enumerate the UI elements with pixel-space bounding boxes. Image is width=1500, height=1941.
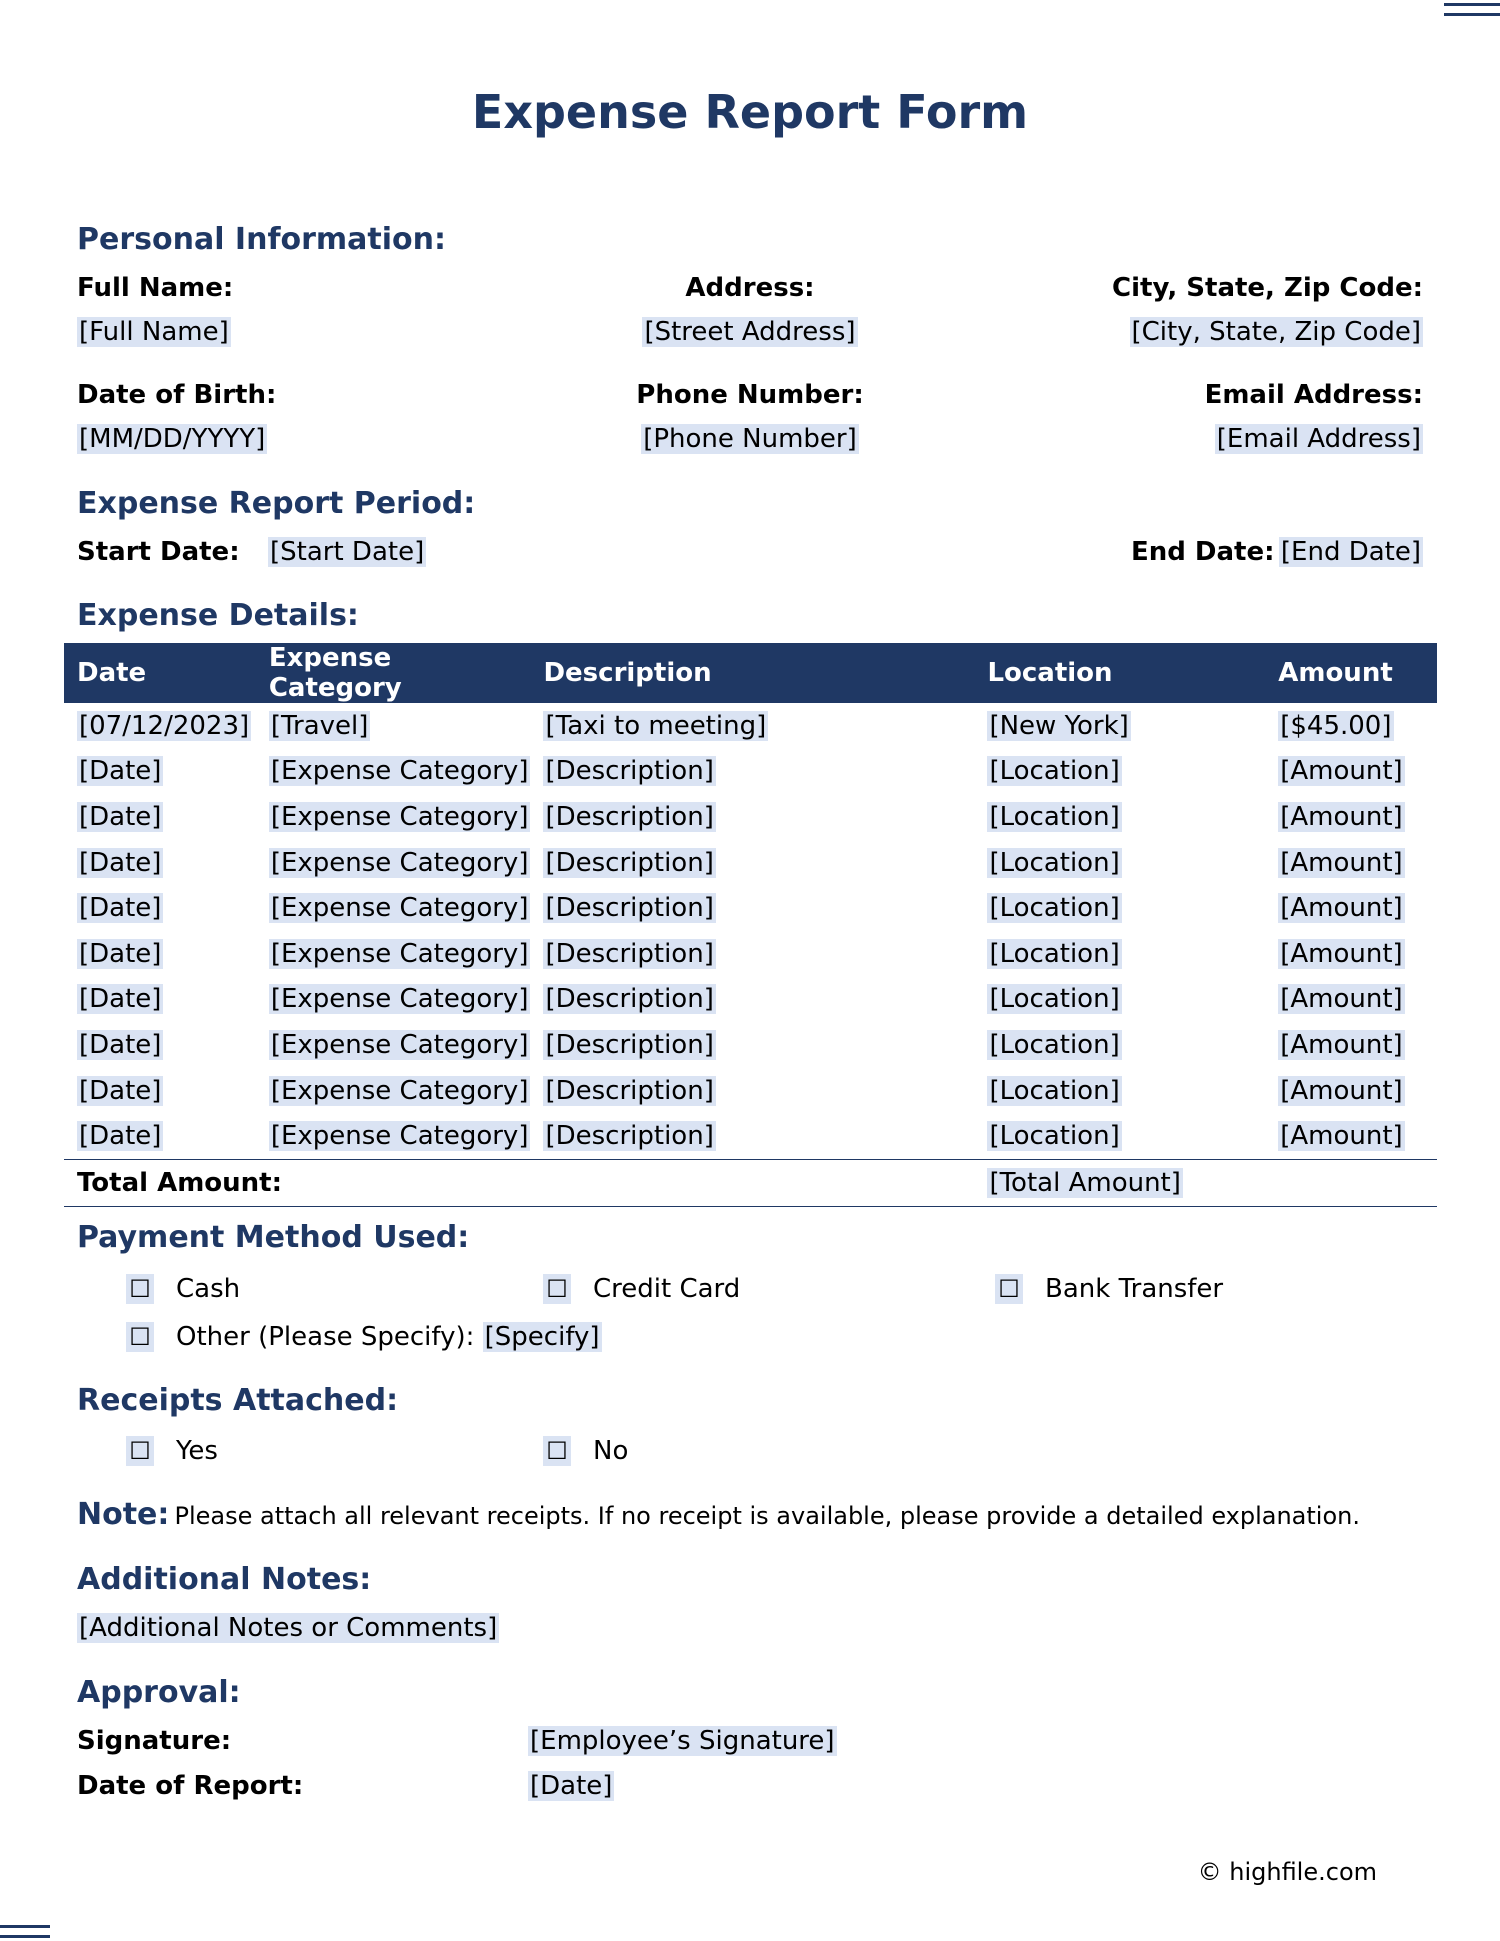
bottom-left-decoration-line [0,1925,50,1928]
table-row [64,931,1437,977]
date-cell[interactable]: [Date] [79,756,162,787]
total-amount-field[interactable]: [Total Amount] [989,1167,1181,1198]
personal-info-heading: Personal Information: [77,222,446,257]
payment-option-bank-transfer[interactable] [995,1273,1223,1304]
approval-heading: Approval: [77,1675,241,1710]
checkbox-icon[interactable]: ☐ [126,1322,154,1352]
column-header-date: Date [64,643,256,703]
payment-option-credit-card[interactable] [543,1273,740,1304]
report-period-heading: Expense Report Period: [77,486,476,521]
payment-option-cash[interactable] [126,1273,240,1304]
total-row [64,1159,1437,1206]
column-header-amount: Amount [1265,643,1437,703]
signature-label: Signature: [77,1726,232,1756]
payment-method-heading: Payment Method Used: [77,1220,470,1255]
page-title: Expense Report Form [471,85,1029,139]
other-label: Other (Please Specify): [176,1321,475,1352]
table-row [64,1113,1437,1159]
amount-cell[interactable]: [Amount] [1280,801,1403,832]
column-header-description: Description [530,643,974,703]
city-state-zip-field[interactable]: [City, State, Zip Code] [1131,317,1421,347]
date-cell[interactable]: [Date] [79,984,162,1015]
credit-card-label: Credit Card [593,1273,741,1304]
table-row [64,749,1437,795]
location-cell[interactable]: [Location] [989,1075,1120,1106]
amount-cell[interactable]: [Amount] [1280,984,1403,1015]
description-cell[interactable]: [Description] [545,1029,714,1060]
amount-cell[interactable]: [Amount] [1280,893,1403,924]
date-cell[interactable]: [Date] [79,938,162,969]
date-cell[interactable]: [Date] [79,1075,162,1106]
amount-cell[interactable]: [Amount] [1280,1121,1403,1152]
address-field[interactable]: [Street Address] [644,317,856,347]
location-cell[interactable]: [New York] [989,710,1129,741]
amount-cell[interactable]: [$45.00] [1280,710,1392,741]
category-cell[interactable]: [Expense Category] [270,1029,529,1060]
checkbox-icon[interactable]: ☐ [995,1274,1023,1304]
expense-table [64,643,1437,1207]
location-cell[interactable]: [Location] [989,756,1120,787]
top-right-decoration-line [1444,13,1500,16]
amount-cell[interactable]: [Amount] [1280,1075,1403,1106]
location-cell[interactable]: [Location] [989,847,1120,878]
other-specify-field[interactable]: [Specify] [484,1321,600,1352]
bank-transfer-label: Bank Transfer [1045,1273,1224,1304]
description-cell[interactable]: [Description] [545,938,714,969]
location-cell[interactable]: [Location] [989,801,1120,832]
top-right-decoration-line [1444,3,1500,6]
description-cell[interactable]: [Description] [545,1075,714,1106]
location-cell[interactable]: [Location] [989,938,1120,969]
date-cell[interactable]: [Date] [79,847,162,878]
location-cell[interactable]: [Location] [989,984,1120,1015]
note-label: Note: [77,1497,170,1532]
amount-cell[interactable]: [Amount] [1280,847,1403,878]
expense-details-heading: Expense Details: [77,598,359,633]
table-row [64,1068,1437,1114]
checkbox-icon[interactable]: ☐ [126,1274,154,1304]
address-label: Address: [685,273,815,303]
note-block [77,1497,1360,1532]
date-cell[interactable]: [Date] [79,1029,162,1060]
bottom-left-decoration-line [0,1935,50,1938]
category-cell[interactable]: [Expense Category] [270,893,529,924]
dob-label: Date of Birth: [77,380,277,410]
date-cell[interactable]: [Date] [79,893,162,924]
end-date-label: End Date: [1131,537,1275,567]
receipts-heading: Receipts Attached: [77,1383,399,1418]
signature-field[interactable]: [Employee’s Signature] [530,1726,835,1756]
category-cell[interactable]: [Expense Category] [270,1121,529,1152]
amount-cell[interactable]: [Amount] [1280,1029,1403,1060]
table-row [64,885,1437,931]
category-cell[interactable]: [Expense Category] [270,1075,529,1106]
description-cell[interactable]: [Description] [545,893,714,924]
category-cell[interactable]: [Expense Category] [270,756,529,787]
dob-field[interactable]: [MM/DD/YYYY] [79,424,266,454]
city-state-zip-label: City, State, Zip Code: [1112,273,1423,303]
column-header-category: Expense Category [256,643,531,703]
email-field[interactable]: [Email Address] [1216,424,1421,454]
additional-notes-heading: Additional Notes: [77,1562,372,1597]
date-cell[interactable]: [07/12/2023] [79,710,250,741]
category-cell[interactable]: [Expense Category] [270,984,529,1015]
additional-notes-field[interactable]: [Additional Notes or Comments] [79,1613,498,1643]
date-of-report-field[interactable]: [Date] [530,1771,613,1801]
location-cell[interactable]: [Location] [989,1121,1120,1152]
start-date-label: Start Date: [77,537,240,567]
yes-label: Yes [176,1435,218,1466]
expense-table-header [64,643,1437,703]
table-row [64,794,1437,840]
start-date-field[interactable]: [Start Date] [270,537,425,567]
date-cell[interactable]: [Date] [79,1121,162,1152]
receipts-option-no[interactable] [543,1435,628,1466]
description-cell[interactable]: [Description] [545,1121,714,1152]
description-cell[interactable]: [Description] [545,801,714,832]
category-cell[interactable]: [Expense Category] [270,801,529,832]
receipts-option-yes[interactable] [126,1435,218,1466]
date-of-report-label: Date of Report: [77,1771,304,1801]
category-cell[interactable]: [Expense Category] [270,938,529,969]
location-cell[interactable]: [Location] [989,1029,1120,1060]
description-cell[interactable]: [Description] [545,984,714,1015]
table-row [64,977,1437,1023]
amount-cell[interactable]: [Amount] [1280,938,1403,969]
category-cell[interactable]: [Expense Category] [270,847,529,878]
full-name-field[interactable]: [Full Name] [79,317,229,347]
footer-copyright: © highfile.com [1197,1858,1377,1886]
phone-label: Phone Number: [636,380,864,410]
description-cell[interactable]: [Taxi to meeting] [545,710,767,741]
full-name-label: Full Name: [77,273,234,303]
cash-label: Cash [176,1273,241,1304]
description-cell[interactable]: [Description] [545,756,714,787]
date-cell[interactable]: [Date] [79,801,162,832]
description-cell[interactable]: [Description] [545,847,714,878]
total-amount-label: Total Amount: [77,1167,283,1198]
email-label: Email Address: [1204,380,1423,410]
phone-field[interactable]: [Phone Number] [643,424,857,454]
checkbox-icon[interactable]: ☐ [543,1274,571,1304]
no-label: No [593,1435,629,1466]
table-row [64,703,1437,749]
note-text: Please attach all relevant receipts. If no receipt is available, please provide a detailed explanation. [174,1502,1360,1530]
table-row [64,1022,1437,1068]
checkbox-icon[interactable]: ☐ [126,1436,154,1466]
checkbox-icon[interactable]: ☐ [543,1436,571,1466]
payment-option-other[interactable] [126,1321,602,1352]
table-row [64,840,1437,886]
end-date-field[interactable]: [End Date] [1280,537,1421,567]
column-header-location: Location [974,643,1265,703]
amount-cell[interactable]: [Amount] [1280,756,1403,787]
location-cell[interactable]: [Location] [989,893,1120,924]
category-cell[interactable]: [Travel] [270,710,369,741]
